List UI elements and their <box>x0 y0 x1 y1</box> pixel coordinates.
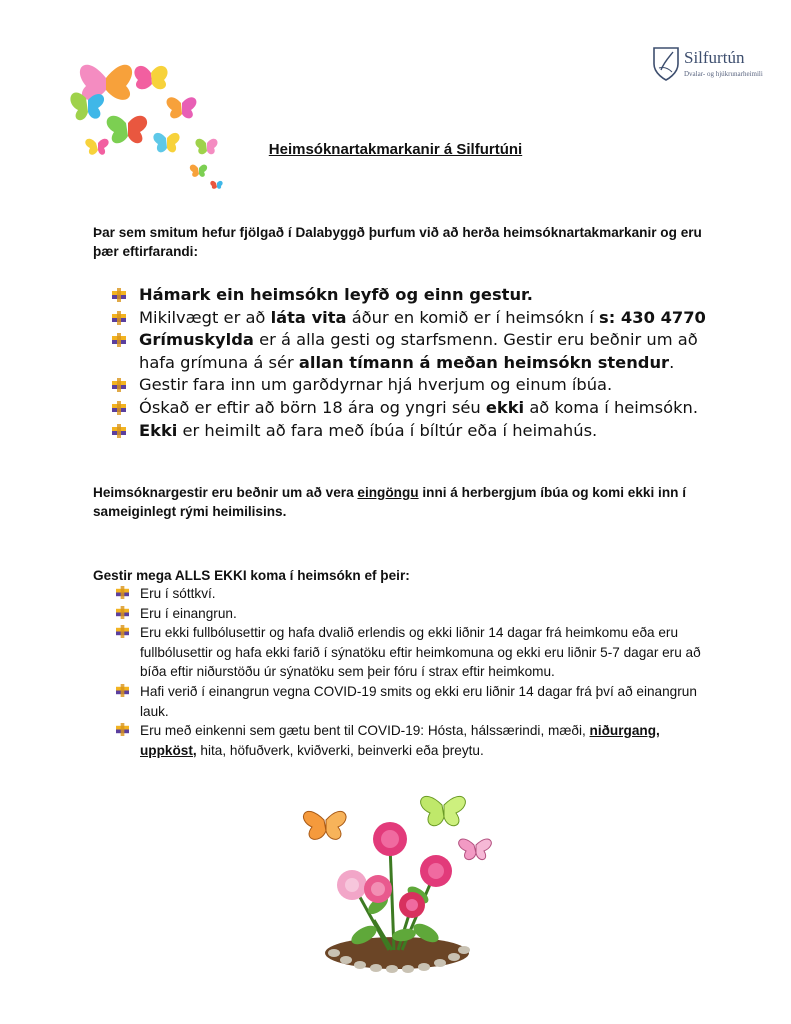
rose-icon <box>420 855 452 887</box>
rose-icon <box>364 875 392 903</box>
list-item <box>112 329 722 374</box>
rule-text: . <box>669 352 675 372</box>
visitors-paragraph <box>93 483 703 521</box>
logo-name: Silfurtún <box>684 48 745 67</box>
arrow-bullet-icon <box>116 606 129 619</box>
butterfly-icon <box>107 116 147 144</box>
butterfly-icon <box>421 796 466 825</box>
butterfly-icon <box>190 165 207 177</box>
forbidden-text: Hafi verið í einangrun vegna COVID-19 smits og ekki eru liðnir 14 dagar frá því að einangrun lauk. <box>140 683 697 719</box>
forbidden-heading: Gestir mega ALLS EKKI koma í heimsókn ef þeir: <box>93 568 410 583</box>
visitors-emphasis: eingöngu <box>357 485 419 500</box>
rule-text: Mikilvægt er að <box>139 307 271 327</box>
list-item <box>116 623 716 682</box>
list-item <box>116 604 716 624</box>
butterfly-icon <box>210 181 222 189</box>
phone-number: s: 430 4770 <box>599 307 706 327</box>
butterfly-icon <box>167 97 197 118</box>
arrow-bullet-icon <box>112 401 126 415</box>
silfurtun-logo <box>650 44 763 88</box>
arrow-bullet-icon <box>116 586 129 599</box>
visitors-text: inni á herbergjum íbúa og komi ekki inn í sameiginlegt rými heimilisins. <box>93 485 686 519</box>
rules-list <box>112 284 722 442</box>
logo-subtitle: Dvalar- og hjúkrunarheimili <box>684 70 763 78</box>
shield-icon <box>652 46 680 82</box>
forbidden-text: Eru með einkenni sem gætu bent til COVID-19: Hósta, hálssærindi, mæði, <box>140 723 590 739</box>
list-item <box>116 682 716 721</box>
list-item <box>112 374 722 397</box>
list-item <box>112 420 722 443</box>
list-item <box>116 584 716 604</box>
rule-emphasis: Ekki <box>139 420 178 440</box>
list-item <box>112 284 722 307</box>
forbidden-text: Eru í sóttkví. <box>140 586 216 601</box>
butterfly-icon <box>303 811 346 839</box>
butterfly-icon <box>134 66 167 89</box>
list-item <box>116 721 716 760</box>
forbidden-emphasis: niðurgang, uppköst, <box>140 723 660 758</box>
arrow-bullet-icon <box>112 424 126 438</box>
arrow-bullet-icon <box>112 378 126 392</box>
butterfly-icon <box>459 839 492 860</box>
forbidden-text: Eru ekki fullbólusettir og hafa dvalið erlendis og ekki liðnir 14 dagar frá heimkomu eða eru fullbólusettir og hafa ekki farið í sýnatöku eftir heimkomuna og ekki eru liðnir 5-7 dagar eru að bíða eftir niðurstöðu úr sýnatöku sem þeir fóru í strax eftir heimkomu. <box>140 625 701 680</box>
rule-emphasis: Grímuskylda <box>139 330 254 350</box>
rule-text: Óskað er eftir að börn 18 ára og yngri séu <box>139 397 486 417</box>
arrow-bullet-icon <box>116 684 129 697</box>
arrow-bullet-icon <box>112 288 126 302</box>
forbidden-text: hita, höfuðverk, kviðverki, beinverki eða þreytu. <box>196 742 484 758</box>
list-item <box>112 397 722 420</box>
arrow-bullet-icon <box>116 723 129 736</box>
butterfly-icon <box>80 65 132 100</box>
rose-icon <box>399 892 425 918</box>
rule-text: áður en komið er í heimsókn í <box>346 307 600 327</box>
visitors-text: Heimsóknargestir eru beðnir um að vera <box>93 485 358 500</box>
forbidden-text: Eru í einangrun. <box>140 605 237 621</box>
page-title-text: Heimsóknartakmarkanir á Silfurtúni <box>268 141 523 158</box>
rule-emphasis: ekki <box>485 397 525 417</box>
rule-text: að koma í heimsókn. <box>524 397 699 417</box>
page-title <box>0 141 791 159</box>
arrow-bullet-icon <box>112 311 126 325</box>
forbidden-list <box>116 584 716 760</box>
rule-text: er heimilt að fara með íbúa í bíltúr eða í heimahús. <box>177 420 598 440</box>
butterflies-illustration <box>66 48 236 198</box>
flowers-illustration <box>294 785 500 985</box>
rule-text: er á alla gesti og starfsmenn. Gestir eru beðnir um að hafa grímuna á sér <box>139 330 698 372</box>
arrow-bullet-icon <box>116 625 129 638</box>
rose-icon <box>337 870 367 900</box>
rule-text: Gestir fara inn um garðdyrnar hjá hverjum og einum íbúa. <box>139 375 613 395</box>
rule-emphasis: allan tímann á meðan heimsókn stendur <box>298 352 670 372</box>
intro-paragraph: Þar sem smitum hefur fjölgað í Dalabyggð þurfum við að herða heimsóknartakmarkanir og eru þær eftirfarandi: <box>93 225 702 259</box>
list-item <box>112 307 722 330</box>
rule-emphasis: láta vita <box>270 307 347 327</box>
rose-icon <box>373 822 407 856</box>
rule-text: Hámark ein heimsókn leyfð og einn gestur. <box>139 285 533 304</box>
arrow-bullet-icon <box>112 333 126 347</box>
